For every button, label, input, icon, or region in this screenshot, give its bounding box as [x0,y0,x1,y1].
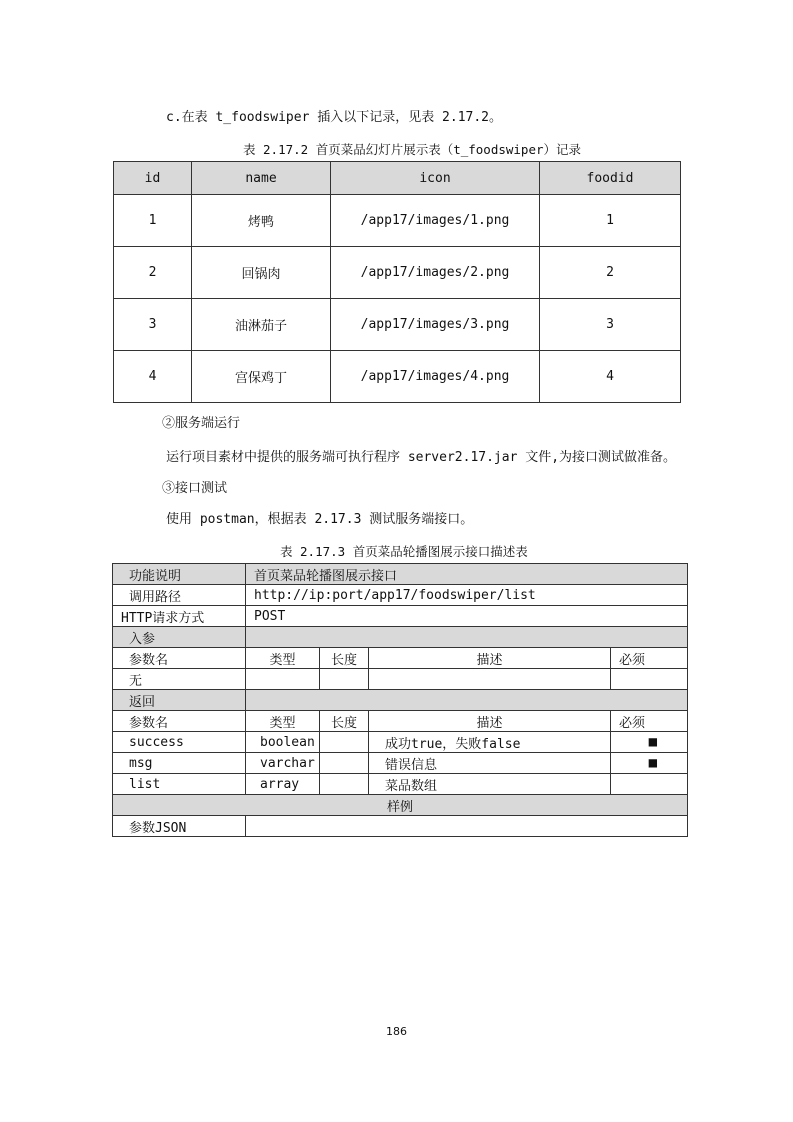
param-required-header: 必须 [611,711,688,732]
param-length [320,774,369,795]
function-row [113,564,688,585]
column-header-id: id [114,162,192,195]
cell-icon: /app17/images/1.png [331,195,540,247]
table1-caption: 表 2.17.2 首页菜品幻灯片展示表（t_foodswiper）记录 [243,142,582,157]
param-name-header: 参数名 [113,648,246,669]
path-label: 调用路径 [113,585,246,606]
param-desc-header: 描述 [369,648,611,669]
param-length [320,753,369,774]
interface-description-table [112,563,688,837]
table-row [114,299,681,351]
param-type: varchar [246,753,320,774]
json-label: 参数JSON [113,816,246,837]
output-param-header-row [113,711,688,732]
json-value [246,816,688,837]
section-heading-server-run: ②服务端运行 [162,416,241,431]
cell-foodid: 4 [540,351,681,403]
cell-icon: /app17/images/4.png [331,351,540,403]
table2-caption: 表 2.17.3 首页菜品轮播图展示接口描述表 [280,544,528,559]
param-name: msg [113,753,246,774]
cell-id: 2 [114,247,192,299]
param-type: array [246,774,320,795]
cell-foodid: 3 [540,299,681,351]
method-value: POST [246,606,688,627]
json-row [113,816,688,837]
param-length-header: 长度 [320,648,369,669]
column-header-foodid: foodid [540,162,681,195]
param-name-header: 参数名 [113,711,246,732]
method-row [113,606,688,627]
param-name: list [113,774,246,795]
table-header-row [114,162,681,195]
param-length [320,732,369,753]
required-mark: ■ [611,732,688,753]
paragraph-server-run: 运行项目素材中提供的服务端可执行程序 server2.17.jar 文件,为接口测试做准备。 [166,450,677,465]
cell-foodid: 1 [540,195,681,247]
cell-id: 1 [114,195,192,247]
param-desc: 菜品数组 [369,774,611,795]
output-label: 返回 [113,690,246,711]
param-desc: 错误信息 [369,753,611,774]
example-label: 样例 [113,795,688,816]
cell-foodid: 2 [540,247,681,299]
method-label: HTTP请求方式 [113,606,246,627]
table-row [114,195,681,247]
column-header-icon: icon [331,162,540,195]
param-type-header: 类型 [246,711,320,732]
path-row [113,585,688,606]
param-desc: 成功true，失败false [369,732,611,753]
paragraph-insert-records: c.在表 t_foodswiper 插入以下记录，见表 2.17.2。 [166,110,503,125]
table-row [113,753,688,774]
cell-name: 烤鸭 [192,195,331,247]
input-param-header-row [113,648,688,669]
input-label: 入参 [113,627,246,648]
function-value: 首页菜品轮播图展示接口 [246,564,688,585]
column-header-name: name [192,162,331,195]
required-mark: ■ [611,753,688,774]
cell-id: 3 [114,299,192,351]
foodswiper-records-table [113,161,681,403]
cell-icon: /app17/images/3.png [331,299,540,351]
cell-icon: /app17/images/2.png [331,247,540,299]
table-row [113,774,688,795]
table-row [113,732,688,753]
param-type: boolean [246,732,320,753]
param-desc-header: 描述 [369,711,611,732]
table-row [114,351,681,403]
function-label: 功能说明 [113,564,246,585]
output-section-row [113,690,688,711]
param-name: success [113,732,246,753]
input-section-row [113,627,688,648]
cell-id: 4 [114,351,192,403]
cell-name: 回锅肉 [192,247,331,299]
example-row [113,795,688,816]
param-required-header: 必须 [611,648,688,669]
page-number: 186 [386,1025,407,1038]
table-row [114,247,681,299]
path-value: http://ip:port/app17/foodswiper/list [246,585,688,606]
paragraph-interface-test: 使用 postman，根据表 2.17.3 测试服务端接口。 [166,512,474,527]
cell-name: 油淋茄子 [192,299,331,351]
param-length-header: 长度 [320,711,369,732]
param-type-header: 类型 [246,648,320,669]
cell-name: 宫保鸡丁 [192,351,331,403]
input-none-row [113,669,688,690]
input-none: 无 [113,669,246,690]
required-mark [611,774,688,795]
section-heading-interface-test: ③接口测试 [162,481,228,496]
